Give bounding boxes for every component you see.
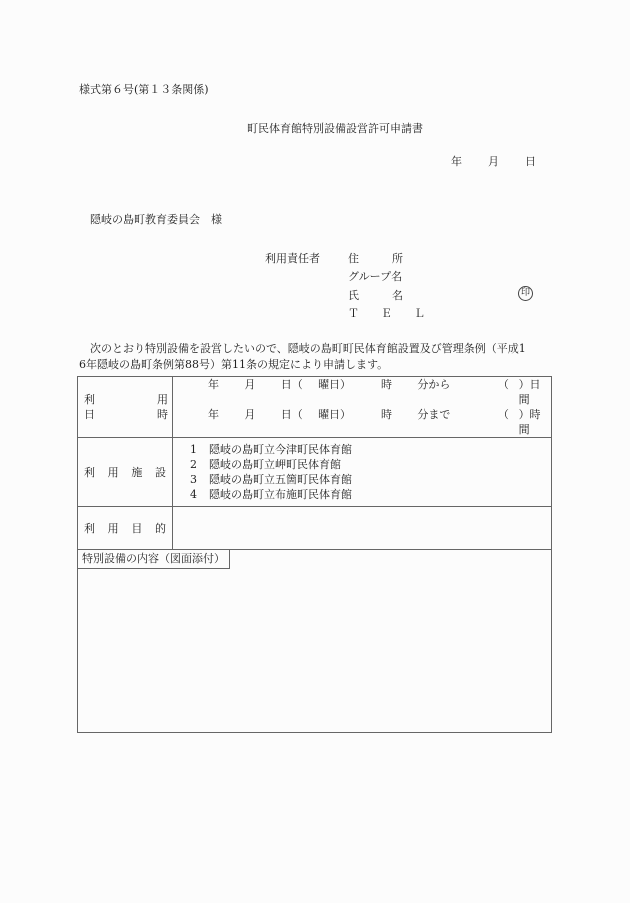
purpose-label: [78, 507, 173, 550]
equipment-content-label: 特別設備の内容（図面添付）: [78, 550, 230, 569]
usage-datetime-row: [78, 377, 552, 438]
end-weekday: 曜日）: [318, 408, 352, 421]
duration-open-paren: （: [497, 378, 509, 391]
option-name: 隠岐の島町立布施町民体育館: [209, 488, 352, 501]
applicant-label: 利用責任者: [265, 252, 320, 265]
address-label: 住 所: [348, 252, 403, 265]
purpose-row: [78, 507, 552, 550]
start-month: 月: [244, 378, 256, 391]
purpose-field[interactable]: [173, 507, 552, 550]
addressee: 隠岐の島町教育委員会 様: [90, 213, 222, 226]
end-minute: 分まで: [417, 408, 451, 421]
equipment-content-field[interactable]: [78, 550, 552, 733]
usage-datetime-field[interactable]: [173, 377, 552, 438]
start-weekday: 曜日）: [318, 378, 352, 391]
start-year: 年: [208, 378, 219, 391]
start-hour: 時: [380, 378, 392, 391]
form-number: 様式第６号(第１３条関係): [79, 83, 209, 96]
duration-hours: ）時間: [518, 408, 541, 436]
date-day: 日: [525, 155, 536, 168]
date-year: 年: [451, 155, 462, 168]
label-char: 目: [131, 522, 143, 535]
facility-option[interactable]: [190, 472, 551, 487]
document-title: 町民体育館特別設備設営許可申請書: [247, 122, 423, 135]
application-statement: [79, 341, 554, 373]
seal-mark-icon: 印: [518, 286, 533, 301]
label-char: 施: [131, 466, 143, 479]
label-char: 日: [84, 408, 95, 421]
tel-label: Ｔ Ｅ Ｌ: [348, 307, 425, 320]
label-char: 的: [154, 522, 166, 535]
application-table: [77, 376, 552, 733]
date-month: 月: [488, 155, 499, 168]
statement-line-1: 次のとおり特別設備を設営したいので、隠岐の島町町民体育館設置及び管理条例（平成1: [90, 342, 526, 355]
name-label: 氏 名: [348, 289, 403, 302]
usage-datetime-label: [78, 377, 173, 438]
label-char: 設: [154, 466, 166, 479]
start-datetime-line: [208, 377, 551, 407]
facility-options: [173, 438, 552, 507]
duration-open-paren: （: [497, 408, 509, 421]
label-char: 利: [84, 466, 95, 479]
end-year: 年: [208, 408, 219, 421]
option-number: 1: [190, 443, 197, 456]
end-month: 月: [244, 408, 256, 421]
start-minute: 分から: [417, 378, 451, 391]
facility-label: [78, 438, 173, 507]
equipment-content-row: [78, 550, 552, 733]
option-name: 隠岐の島町立今津町民体育館: [209, 443, 352, 456]
facility-option[interactable]: [190, 442, 551, 457]
facility-option[interactable]: [190, 487, 551, 502]
label-char: 利: [84, 393, 95, 406]
facility-option[interactable]: [190, 457, 551, 472]
application-date: [451, 153, 536, 169]
end-hour: 時: [380, 408, 392, 421]
statement-line-2: 6年隠岐の島町条例第88号）第11条の規定により申請します。: [79, 358, 389, 371]
group-name-label: グループ名: [348, 270, 403, 283]
facility-row: [78, 438, 552, 507]
option-number: 3: [190, 473, 197, 486]
duration-days: ）日間: [518, 378, 541, 406]
end-datetime-line: [208, 407, 551, 437]
label-char: 用: [157, 393, 168, 406]
option-number: 4: [190, 488, 197, 501]
label-char: 用: [107, 522, 119, 535]
start-day: 日（: [280, 378, 303, 391]
option-number: 2: [190, 458, 197, 471]
option-name: 隠岐の島町立岬町民体育館: [209, 458, 341, 471]
label-char: 用: [107, 466, 119, 479]
label-char: 利: [84, 522, 95, 535]
label-char: 時: [157, 408, 168, 421]
end-day: 日（: [280, 408, 303, 421]
option-name: 隠岐の島町立五箇町民体育館: [209, 473, 352, 486]
